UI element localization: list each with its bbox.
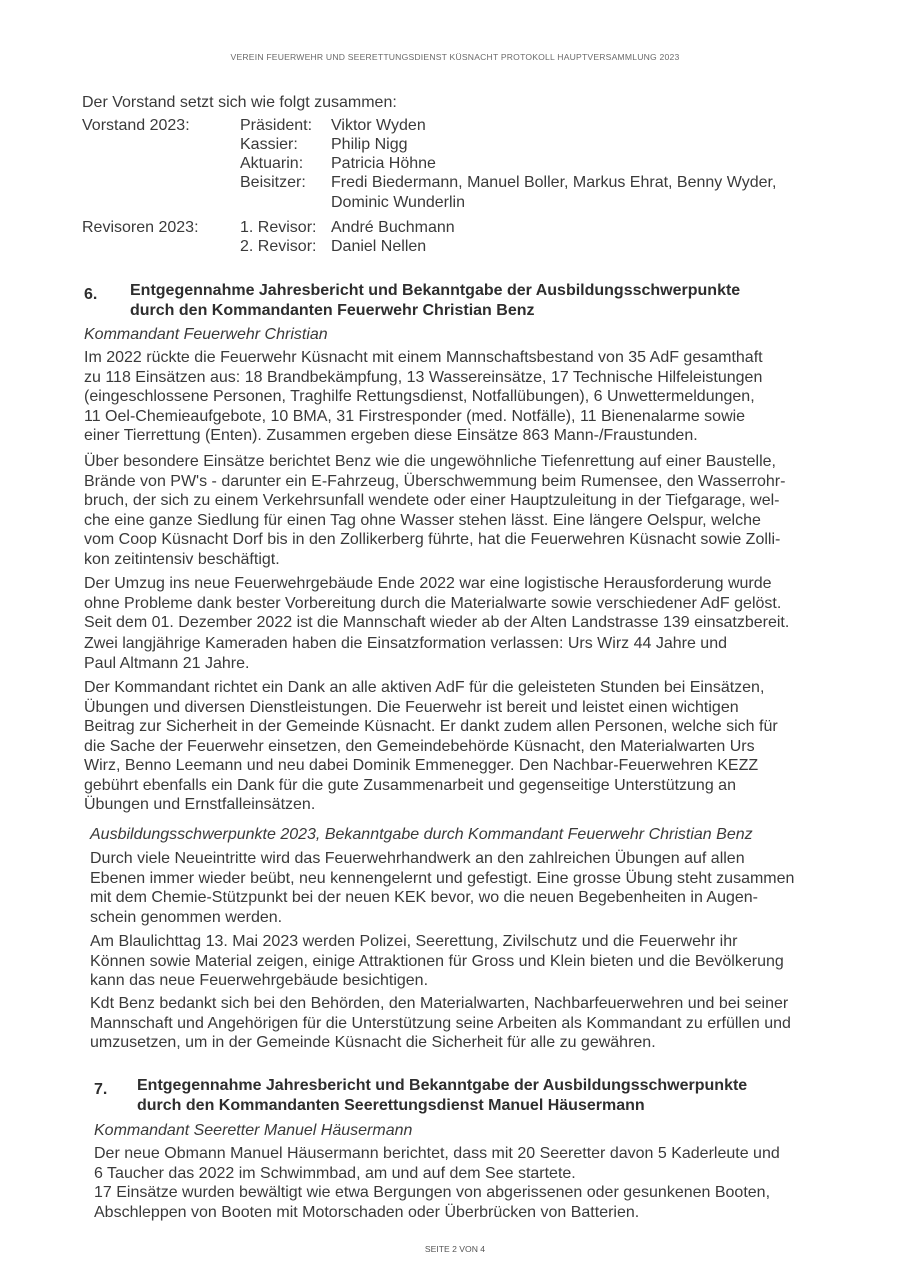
paragraph bbox=[90, 994, 791, 1053]
section-6-title-line-2: durch den Kommandanten Feuerwehr Christian Benz bbox=[130, 302, 535, 319]
section-6-subtitle-2: Ausbildungsschwerpunkte 2023, Bekanntgabe durch Kommandant Feuerwehr Christian Benz bbox=[90, 826, 753, 843]
text-line: Mannschaft und Angehörigen für die Unterstützung seine Arbeiten als Kommandant zu erfüllen und bbox=[90, 1014, 791, 1032]
text-line: Durch viele Neueintritte wird das Feuerwehrhandwerk an den zahlreichen Übungen auf allen bbox=[90, 850, 745, 867]
revisoren-label: Revisoren 2023: bbox=[82, 219, 199, 236]
role-revisor-1: 1. Revisor: bbox=[240, 219, 317, 236]
text-line: Seit dem 01. Dezember 2022 ist die Mannschaft wieder ab der Alten Landstrasse 139 einsatzbereit. bbox=[84, 614, 790, 631]
text-line: schein genommen werden. bbox=[90, 908, 283, 926]
text-line: Übungen und diversen Dienstleistungen. Die Feuerwehr ist bereit und leistet einen wichtigen bbox=[84, 698, 739, 716]
paragraph bbox=[84, 574, 789, 633]
text-line: che eine ganze Siedlung für einen Tag ohne Wasser stehen lässt. Eine längere Oelspur, welche bbox=[84, 511, 761, 529]
text-line: Über besondere Einsätze berichtet Benz wie die ungewöhnliche Tiefenrettung auf einer Baustelle, bbox=[84, 453, 776, 470]
text-line: Der Kommandant richtet ein Dank an alle aktiven AdF für die geleisteten Stunden bei Einsätzen, bbox=[84, 679, 765, 696]
section-6-number: 6. bbox=[84, 286, 98, 303]
text-line: Können sowie Material zeigen, einige Attraktionen für Gross und Klein bieten und die Bevölkerung bbox=[90, 952, 784, 970]
text-line: Ebenen immer wieder beübt, neu kennengelernt und gefestigt. Eine grosse Übung steht zusammen bbox=[90, 869, 795, 887]
section-6-title-line-1: Entgegennahme Jahresbericht und Bekanntgabe der Ausbildungsschwerpunkte bbox=[130, 282, 741, 299]
text-line: Zwei langjährige Kameraden haben die Einsatzformation verlassen: Urs Wirz 44 Jahre und bbox=[84, 635, 727, 652]
section-7-subtitle: Kommandant Seeretter Manuel Häusermann bbox=[94, 1122, 413, 1139]
name-aktuarin: Patricia Höhne bbox=[331, 155, 436, 172]
paragraph bbox=[84, 634, 727, 673]
text-line: einer Tierrettung (Enten). Zusammen ergeben diese Einsätze 863 Mann-/Fraustunden. bbox=[84, 427, 698, 444]
name-beisitzer: Fredi Biedermann, Manuel Boller, Markus Ehrat, Benny Wyder, bbox=[331, 174, 777, 191]
name-beisitzer-cont: Dominic Wunderlin bbox=[331, 194, 465, 211]
text-line: Beitrag zur Sicherheit in der Gemeinde Küsnacht. Er dankt zudem allen Personen, welche sich für bbox=[84, 718, 778, 735]
text-line: bruch, der sich zu einem Verkehrsunfall wendete oder einer Hauptzuleitung in der Tiefgarage, wel- bbox=[84, 492, 780, 509]
text-line: Der Umzug ins neue Feuerwehrgebäude Ende 2022 war eine logistische Herausforderung wurde bbox=[84, 575, 772, 592]
role-revisor-2: 2. Revisor: bbox=[240, 238, 317, 255]
text-line: Paul Altmann 21 Jahre. bbox=[84, 654, 250, 672]
text-line: ohne Probleme dank bester Vorbereitung durch die Materialwarte sowie verschiedener AdF gelöst. bbox=[84, 594, 782, 612]
paragraph bbox=[84, 452, 785, 569]
paragraph bbox=[90, 849, 794, 927]
section-6-subtitle: Kommandant Feuerwehr Christian bbox=[84, 326, 328, 343]
text-line: 17 Einsätze wurden bewältigt wie etwa Bergungen von abgerissenen oder gesunkenen Booten, bbox=[94, 1184, 771, 1201]
paragraph bbox=[94, 1144, 780, 1222]
vorstand-label: Vorstand 2023: bbox=[82, 117, 190, 134]
text-line: kon zeitintensiv beschäftigt. bbox=[84, 550, 280, 568]
text-line: Kdt Benz bedankt sich bei den Behörden, den Materialwarten, Nachbarfeuerwehren und bei seiner bbox=[90, 995, 789, 1012]
paragraph bbox=[90, 932, 784, 991]
name-revisor-1: André Buchmann bbox=[331, 219, 455, 236]
text-line: Abschleppen von Booten mit Motorschaden oder Überbrücken von Batterien. bbox=[94, 1203, 640, 1221]
section-7-title-line-1: Entgegennahme Jahresbericht und Bekanntgabe der Ausbildungsschwerpunkte bbox=[137, 1077, 748, 1094]
name-revisor-2: Daniel Nellen bbox=[331, 238, 427, 255]
text-line: kann das neue Feuerwehrgebäude besichtigen. bbox=[90, 972, 429, 989]
text-line: die Sache der Feuerwehr einsetzen, den Gemeindebehörde Küsnacht, den Materialwarten Urs bbox=[84, 737, 755, 755]
text-line: gebührt ebenfalls ein Dank für die gute Zusammenarbeit und gegenseitige Unterstützung an bbox=[84, 776, 736, 794]
text-line: Im 2022 rückte die Feuerwehr Küsnacht mit einem Mannschaftsbestand von 35 AdF gesamthaft bbox=[84, 349, 763, 366]
text-line: Wirz, Benno Leemann und neu dabei Dominik Emmenegger. Den Nachbar-Feuerwehren KEZZ bbox=[84, 757, 759, 774]
vorstand-intro: Der Vorstand setzt sich wie folgt zusammen: bbox=[82, 94, 397, 111]
section-7-title-line-2: durch den Kommandanten Seerettungsdienst Manuel Häusermann bbox=[137, 1097, 645, 1114]
text-line: umzusetzen, um in der Gemeinde Küsnacht die Sicherheit für alle zu gewähren. bbox=[90, 1034, 656, 1051]
text-line: zu 118 Einsätzen aus: 18 Brandbekämpfung, 13 Wassereinsätze, 17 Technische Hilfeleistungen bbox=[84, 368, 763, 386]
section-7-number: 7. bbox=[94, 1081, 108, 1098]
role-aktuarin: Aktuarin: bbox=[240, 155, 304, 172]
role-kassier: Kassier: bbox=[240, 136, 298, 153]
running-header: VEREIN FEUERWEHR UND SEERETTUNGSDIENST KÜSNACHT PROTOKOLL HAUPTVERSAMMLUNG 2023 bbox=[230, 52, 680, 62]
text-line: 6 Taucher das 2022 im Schwimmbad, am und auf dem See startete. bbox=[94, 1164, 576, 1182]
role-praesident: Präsident: bbox=[240, 117, 313, 134]
role-beisitzer: Beisitzer: bbox=[240, 174, 306, 191]
paragraph bbox=[84, 348, 763, 446]
page-number: SEITE 2 VON 4 bbox=[424, 1244, 486, 1254]
text-line: Brände von PW's - darunter ein E-Fahrzeug, Überschwemmung beim Rumensee, den Wasserrohr- bbox=[84, 472, 786, 490]
text-line: vom Coop Küsnacht Dorf bis in den Zollikerberg führte, hat die Feuerwehren Küsnacht sowie Zolli- bbox=[84, 531, 781, 548]
paragraph bbox=[84, 678, 778, 815]
text-line: (eingeschlossene Personen, Traghilfe Rettungsdienst, Notfallübungen), 6 Unwettermeldungen, bbox=[84, 388, 755, 405]
text-line: Am Blaulichttag 13. Mai 2023 werden Polizei, Seerettung, Zivilschutz und die Feuerwehr ihr bbox=[90, 933, 738, 950]
text-line: 11 Oel-Chemieaufgebote, 10 BMA, 31 Firstresponder (med. Notfälle), 11 Bienenalarme sowie bbox=[84, 407, 746, 425]
text-line: mit dem Chemie-Stützpunkt bei der neuen KEK bevor, wo die neuen Begebenheiten in Augen- bbox=[90, 889, 758, 906]
name-kassier: Philip Nigg bbox=[331, 136, 408, 153]
text-line: Übungen und Ernstfalleinsätzen. bbox=[84, 796, 316, 813]
name-praesident: Viktor Wyden bbox=[331, 117, 426, 134]
text-line: Der neue Obmann Manuel Häusermann berichtet, dass mit 20 Seeretter davon 5 Kaderleute und bbox=[94, 1145, 780, 1162]
